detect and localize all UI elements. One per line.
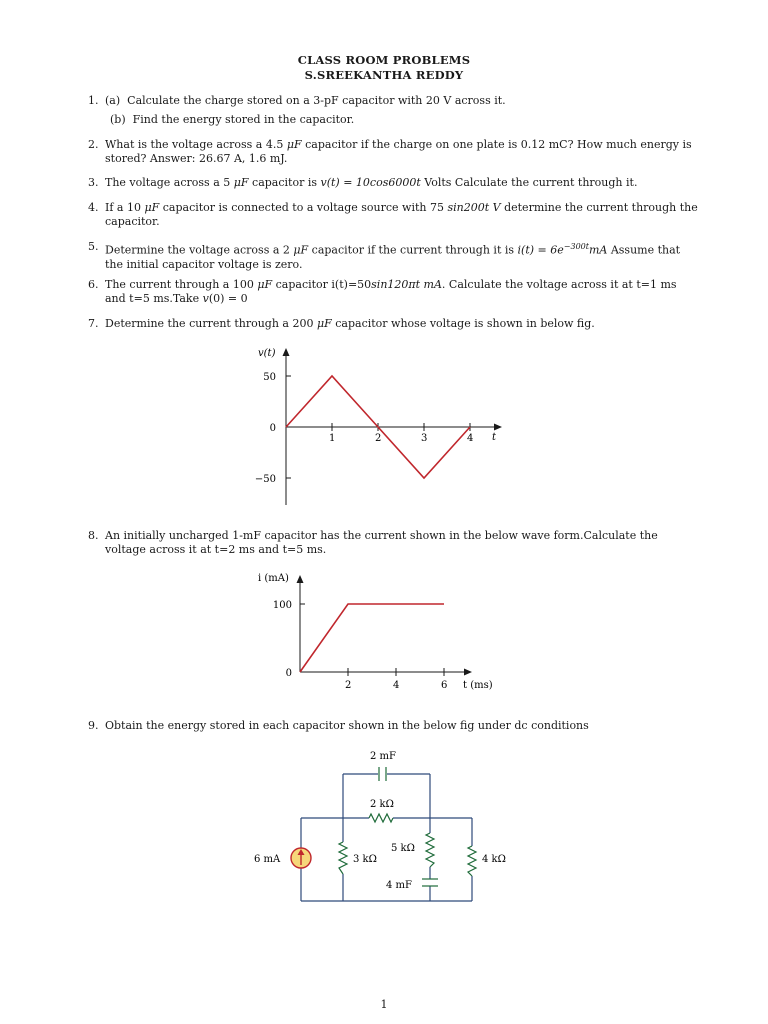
math-expression: v(t) = 10cos6000t <box>320 176 421 189</box>
capacitor-4mF <box>422 879 438 886</box>
x-axis-arrow <box>494 424 502 431</box>
x-tick-label: 1 <box>329 433 336 444</box>
page-number: 1 <box>380 998 388 1011</box>
x-tick-label: 2 <box>375 433 382 444</box>
question-9 <box>88 719 698 733</box>
math-variable: v <box>202 292 209 305</box>
question-number: 3. <box>88 176 99 189</box>
math-unit: μF <box>257 278 273 291</box>
math-unit: μF <box>316 317 332 330</box>
question-7 <box>88 317 698 331</box>
current-source <box>291 848 311 868</box>
question-text: capacitor is <box>248 176 321 189</box>
question-1 <box>88 94 698 108</box>
question-text: Obtain the energy stored in each capacitor shown in the below fig under dc conditions <box>105 719 589 732</box>
math-expression: sin200t V <box>447 201 501 214</box>
chart1-axes <box>286 352 498 505</box>
x-tick-label: 2 <box>345 680 352 691</box>
sub-label: (a) <box>105 94 121 107</box>
x-tick-label: 6 <box>441 680 448 691</box>
current-waveform-chart <box>250 567 510 697</box>
x-tick-label: 4 <box>467 433 474 444</box>
question-3 <box>88 176 698 190</box>
question-text: capacitor if the current through it is <box>308 243 518 257</box>
y-tick-label: 0 <box>285 668 292 679</box>
resistor-4k-label: 4 kΩ <box>482 854 506 865</box>
math-unit: μF <box>293 243 309 257</box>
sub-label: (b) <box>110 113 126 126</box>
math-expression: i(t) = 6e <box>517 243 564 257</box>
capacitor-2mF <box>379 767 386 781</box>
question-text: (0) = 0 <box>208 292 248 305</box>
question-number: 7. <box>88 317 99 330</box>
question-text: Assume that the initial capacitor voltage is zero. <box>105 243 681 271</box>
x-axis-arrow <box>464 669 472 676</box>
capacitors <box>379 767 438 886</box>
question-text: Calculate the charge stored on a 3-pF capacitor with 20 V across it. <box>127 94 506 107</box>
page-title: CLASS ROOM PROBLEMS <box>297 53 471 67</box>
question-8 <box>88 529 698 557</box>
resistor-5k-label: 5 kΩ <box>391 843 415 854</box>
question-text: capacitor i(t)=50 <box>272 278 372 291</box>
y-tick-label: 100 <box>272 600 292 611</box>
circuit-diagram <box>240 745 540 910</box>
question-text: Find the energy stored in the capacitor. <box>132 113 355 126</box>
resistor-3k-label: 3 kΩ <box>353 854 377 865</box>
y-axis-label: i (mA) <box>258 573 289 584</box>
question-number: 1. <box>88 94 99 107</box>
question-number: 6. <box>88 278 99 291</box>
x-axis-label: t <box>492 432 497 443</box>
question-2 <box>88 138 698 166</box>
chart2-axes <box>300 579 468 672</box>
question-text: determine the current through the capacitor. <box>105 201 698 228</box>
x-tick-label: 3 <box>421 433 428 444</box>
capacitor-4mF-label: 4 mF <box>386 880 412 891</box>
question-text: . Calculate the voltage across it at t=1 ms and t=5 ms.Take <box>105 278 677 305</box>
y-axis-arrow <box>283 348 290 356</box>
question-text: What is the voltage across a 4.5 <box>105 138 287 151</box>
question-text: capacitor whose voltage is shown in below fig. <box>331 317 595 330</box>
question-text: An initially uncharged 1-mF capacitor has the current shown in the below wave form.Calculate the voltage across it at t=2 ms and t=5 ms. <box>105 529 658 556</box>
resistor-5k <box>426 833 434 867</box>
question-text: The current through a 100 <box>105 278 258 291</box>
y-tick-label: 50 <box>263 372 276 383</box>
x-axis-label: t (ms) <box>463 680 493 691</box>
resistor-3k <box>339 842 347 874</box>
question-number: 4. <box>88 201 99 214</box>
resistor-2k-label: 2 kΩ <box>370 799 394 810</box>
math-exponent: −300t <box>563 242 589 251</box>
question-number: 5. <box>88 240 99 253</box>
math-unit: μF <box>144 201 160 214</box>
question-number: 2. <box>88 138 99 151</box>
source-label: 6 mA <box>254 854 281 865</box>
voltage-waveform-chart <box>240 340 520 510</box>
y-tick-label: 0 <box>269 423 276 434</box>
x-tick-label: 4 <box>393 680 400 691</box>
question-text: If a 10 <box>105 201 145 214</box>
question-5 <box>88 240 698 272</box>
series-line <box>300 604 444 672</box>
math-unit: μF <box>233 176 249 189</box>
question-text: Determine the voltage across a 2 <box>105 243 294 257</box>
math-unit: mA <box>588 243 608 257</box>
question-number: 8. <box>88 529 99 542</box>
question-text: Determine the current through a 200 <box>105 317 317 330</box>
y-axis-arrow <box>297 575 304 583</box>
author-name: S.SREEKANTHA REDDY <box>304 68 464 82</box>
resistor-4k <box>468 846 476 876</box>
y-tick-label: −50 <box>254 474 276 485</box>
y-axis-label: v(t) <box>258 348 276 359</box>
question-1b <box>110 113 354 127</box>
question-4 <box>88 201 698 229</box>
capacitor-2mF-label: 2 mF <box>370 751 396 762</box>
question-text: Volts Calculate the current through it. <box>420 176 638 189</box>
math-expression: sin120πt mA <box>371 278 442 291</box>
math-unit: μF <box>286 138 302 151</box>
question-text: capacitor is connected to a voltage source with 75 <box>159 201 448 214</box>
question-text: capacitor if the charge on one plate is 0.12 mC? How much energy is stored? Answer: 26.67 A, 1.6 mJ. <box>105 138 692 165</box>
resistor-2k <box>369 814 393 822</box>
question-text: The voltage across a 5 <box>105 176 234 189</box>
question-6 <box>88 278 698 306</box>
question-number: 9. <box>88 719 99 732</box>
